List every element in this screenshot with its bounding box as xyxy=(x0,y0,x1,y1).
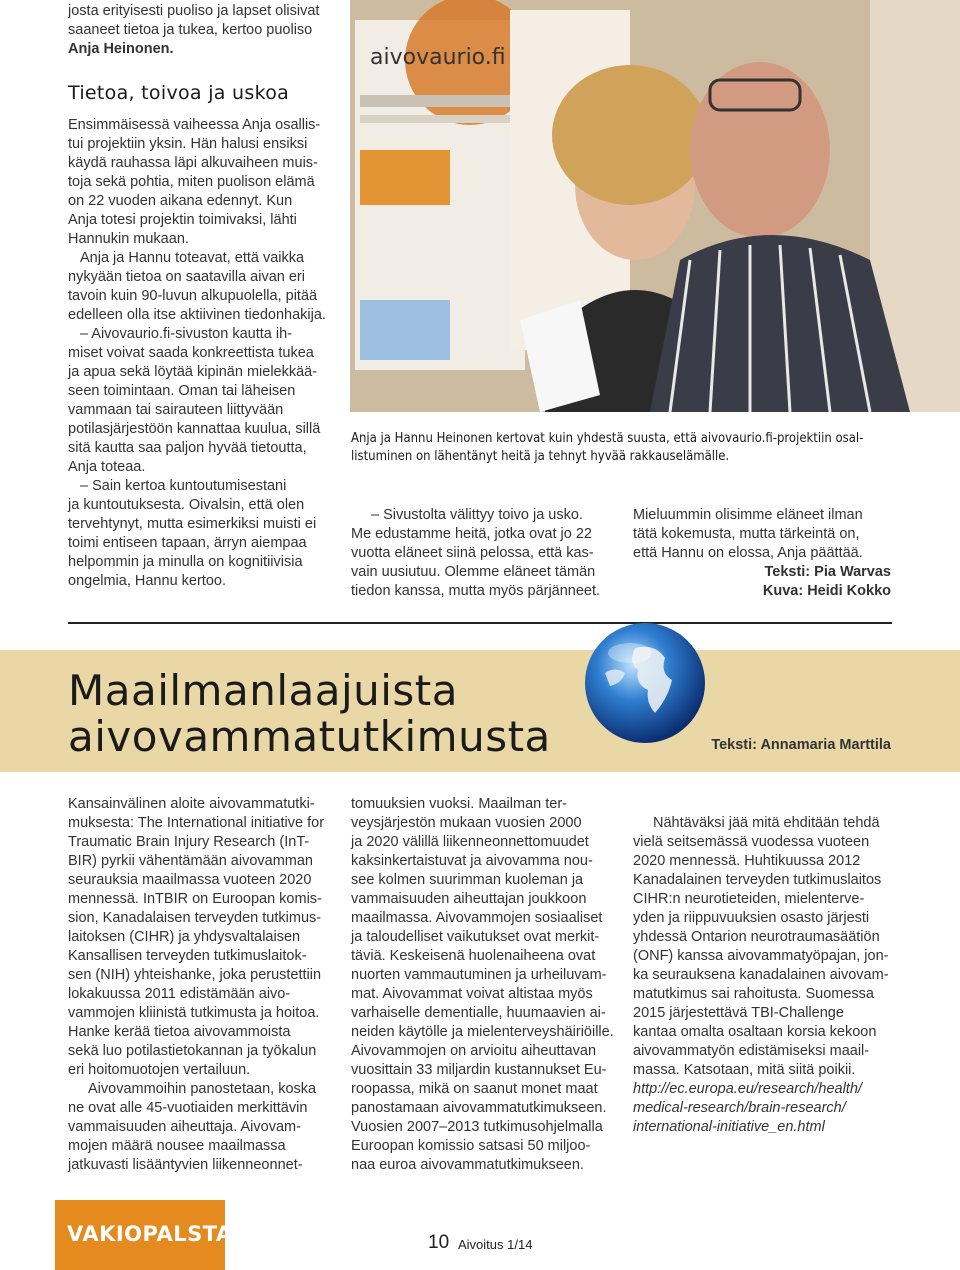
article-byline: Teksti: Annamaria Marttila xyxy=(711,737,891,753)
text-line: vammojen kliinistä tutkimusta ja hoitoa. xyxy=(68,1005,320,1021)
text-line: seurauksia maailmassa vuoteen 2020 xyxy=(68,872,312,888)
text-line: tätä kokemusta, mutta tärkeintä on, xyxy=(633,526,860,542)
text-line: mojen määrä nousee maailmassa xyxy=(68,1138,286,1154)
text-line: Me edustamme heitä, jotka ovat jo 22 xyxy=(351,526,592,542)
section-tag-label: VAKIOPALSTA xyxy=(67,1222,233,1246)
text-line: vuosittain 33 miljardin kustannukset Eu- xyxy=(351,1062,607,1078)
title-line: aivovammatutkimusta xyxy=(68,712,551,761)
section-tag xyxy=(55,1200,233,1270)
column-1-text xyxy=(68,116,343,591)
text-line: matutkimus sai rahoitusta. Suomessa xyxy=(633,986,874,1002)
text-line: edelleen olla itse aktiivinen tiedonhakija. xyxy=(68,307,326,323)
text-line: maailmassa. Aivovammojen sosiaaliset xyxy=(351,910,603,926)
intro-paragraph xyxy=(68,2,338,59)
issue-label: Aivoitus 1/14 xyxy=(458,1237,533,1252)
text-line: täviä. Keskeisenä huolenaiheena ovat xyxy=(351,948,596,964)
text-line: vielä seitsemässä vuodessa vuoteen xyxy=(633,834,870,850)
text-line: tervehtynyt, mutta esimerkiksi muisti ei xyxy=(68,516,317,532)
text-line: veysjärjestön mukaan vuosien 2000 xyxy=(351,815,582,831)
text-line: vammaisuuden aiheuttaja. Aivovam- xyxy=(68,1119,301,1135)
page-number: 10 xyxy=(428,1232,450,1253)
text-line: toimi entiseen tapaan, ärryn aiempaa xyxy=(68,535,307,551)
text-line: Anja ja Hannu toteavat, että vaikka xyxy=(80,250,305,266)
text-line: ja kuntoutuksesta. Oivalsin, että olen xyxy=(68,497,305,513)
text-line: miset voivat saada konkreettista tukea xyxy=(68,345,314,361)
column-3-text xyxy=(633,506,903,563)
text-line: ne ovat alle 45-vuotiaiden merkittävin xyxy=(68,1100,308,1116)
title-line: Maailmanlaajuista xyxy=(68,666,459,715)
text-line: että Hannu on elossa, Anja päättää. xyxy=(633,545,863,561)
article2-column-2 xyxy=(351,795,626,1175)
text-line: massa. Katsotaan, mitä siitä poikii. xyxy=(633,1062,856,1078)
section-heading: Tietoa, toivoa ja uskoa xyxy=(68,82,290,104)
text-line: vuotta eläneet siinä pelossa, että kas- xyxy=(351,545,594,561)
intro-line: Anja Heinonen. xyxy=(68,41,174,57)
text-line: Kansallisen terveyden tutkimuslaitok- xyxy=(68,948,307,964)
text-line: sitä kautta saa paljon hyvää tietoutta, xyxy=(68,440,307,456)
text-line: yhdessä Ontarion neurotraumasäätiön xyxy=(633,929,880,945)
caption-line: Anja ja Hannu Heinonen kertovat kuin yhdestä suusta, että aivovaurio.fi-projektiin osal- xyxy=(351,431,864,446)
credits xyxy=(633,563,891,601)
caption-line: listuminen on lähentänyt heitä ja tehnyt hyvää rakkauselämälle. xyxy=(351,449,730,464)
text-line: eri hoitomuotojen vertailuun. xyxy=(68,1062,251,1078)
text-line: Vuosien 2007–2013 tutkimusohjelmalla xyxy=(351,1119,603,1135)
text-line: kaksinkertaistuvat ja aivovamma nou- xyxy=(351,853,593,869)
text-line: neiden käytölle ja mielenterveyshäiriöille. xyxy=(351,1024,614,1040)
text-line: 2015 järjestettävä TBI-Challenge xyxy=(633,1005,844,1021)
text-line: Kanadalainen terveyden tutkimuslaitos xyxy=(633,872,882,888)
text-line: mat. Aivovammat voivat altistaa myös xyxy=(351,986,593,1002)
reference-link[interactable]: international-initiative_en.html xyxy=(633,1119,825,1135)
credit-photo: Kuva: Heidi Kokko xyxy=(762,583,891,599)
text-line: yden ja riippuvuuksien osasto järjesti xyxy=(633,910,870,926)
text-line: BIR) pyrkii vähentämään aivovamman xyxy=(68,853,313,869)
article2-column-1 xyxy=(68,795,343,1175)
text-line: vammaan tai sairauteen liittyvään xyxy=(68,402,284,418)
text-line: nuorten vammautuminen ja urheiluvam- xyxy=(351,967,607,983)
reference-link[interactable]: medical-research/brain-research/ xyxy=(633,1100,846,1116)
text-line: – Aivovaurio.fi-sivuston kautta ih- xyxy=(80,326,292,342)
text-line: sen (NIH) yhteishanke, joka perustettiin xyxy=(68,967,322,983)
column-2-text xyxy=(351,506,616,601)
text-line: (ONF) kanssa aivovammatyöpajan, jon- xyxy=(633,948,889,964)
credit-text: Teksti: Pia Warvas xyxy=(764,564,891,580)
text-line: – Sivustolta välittyy toivo ja usko. xyxy=(371,507,583,523)
text-line: helpommin ja minulla on kognitiivisia xyxy=(68,554,303,570)
poster-logo: aivovaurio.fi xyxy=(370,45,506,70)
text-line: Aivovammojen on arvioitu aiheuttavan xyxy=(351,1043,597,1059)
text-line: vain uusiutuu. Olemme eläneet tämän xyxy=(351,564,596,580)
text-line: käydä rauhassa läpi alkuvaiheen muis- xyxy=(68,155,318,171)
text-line: naa euroa aivovammatutkimukseen. xyxy=(351,1157,584,1173)
article2-column-3 xyxy=(633,814,908,1137)
text-line: muksesta: The International initiative for xyxy=(68,815,325,831)
text-line: ja taloudelliset vaikutukset ovat merkit- xyxy=(351,929,600,945)
text-line: Ensimmäisessä vaiheessa Anja osallis- xyxy=(68,117,321,133)
text-line: CIHR:n neurotieteiden, mielenterve- xyxy=(633,891,865,907)
intro-line: josta erityisesti puoliso ja lapset olisivat xyxy=(68,3,320,19)
text-line: lokakuussa 2011 edistämään aivo- xyxy=(68,986,291,1002)
globe-icon xyxy=(580,618,710,748)
text-line: tavoin kuin 90-luvun alkupuolella, pitää xyxy=(68,288,318,304)
text-line: see kolmen suurimman kuoleman ja xyxy=(351,872,584,888)
text-line: Traumatic Brain Injury Research (InT- xyxy=(68,834,310,850)
text-line: nykyään tietoa on saatavilla aivan eri xyxy=(68,269,305,285)
text-line: ja apua sekä löytää kipinän mielekkää- xyxy=(68,364,318,380)
article-title xyxy=(68,668,551,760)
text-line: – Sain kertoa kuntoutumisestani xyxy=(80,478,287,494)
text-line: Hannukin mukaan. xyxy=(68,231,189,247)
text-line: seen toimintaan. Oman tai läheisen xyxy=(68,383,296,399)
text-line: 2020 mennessä. Huhtikuussa 2012 xyxy=(633,853,861,869)
text-line: Anja toteaa. xyxy=(68,459,146,475)
text-line: ja 2020 välillä liikenneonnettomuudet xyxy=(351,834,589,850)
text-line: sekä luo potilastietokannan ja työkalun xyxy=(68,1043,317,1059)
text-line: sion, Kanadalaisen terveyden tutkimus- xyxy=(68,910,322,926)
text-line: ongelmia, Hannu kertoo. xyxy=(68,573,226,589)
text-line: Euroopan komissio satsasi 50 miljoo- xyxy=(351,1138,591,1154)
text-line: on 22 vuoden aikana edennyt. Kun xyxy=(68,193,293,209)
text-line: vammaisuuden aiheuttajan joukkoon xyxy=(351,891,587,907)
text-line: roopassa, mikä on saanut monet maat xyxy=(351,1081,598,1097)
text-line: varhaiselle dementialle, huumaavien ai- xyxy=(351,1005,606,1021)
text-line: tiedon kanssa, mutta myös pärjänneet. xyxy=(351,583,601,599)
photo-caption xyxy=(351,430,911,466)
text-line: Anja totesi projektin toimivaksi, lähti xyxy=(68,212,297,228)
article-photo xyxy=(350,0,960,412)
text-line: Mieluummin olisimme eläneet ilman xyxy=(633,507,863,523)
text-line: aivovammatyön edistämiseksi maail- xyxy=(633,1043,870,1059)
text-line: potilasjärjestöön kannattaa kuulua, sillä xyxy=(68,421,321,437)
text-line: toja sekä pohtia, miten puolison elämä xyxy=(68,174,315,190)
text-line: kantaa omalta osaltaan korsia kekoon xyxy=(633,1024,877,1040)
text-line: Aivovammoihin panostetaan, koska xyxy=(88,1081,317,1097)
text-line: laitoksen (CIHR) ja yhdysvaltalaisen xyxy=(68,929,301,945)
text-line: tomuuksien vuoksi. Maailman ter- xyxy=(351,796,567,812)
section-divider xyxy=(68,622,892,624)
text-line: Kansainvälinen aloite aivovammatutki- xyxy=(68,796,315,812)
reference-link[interactable]: http://ec.europa.eu/research/health/ xyxy=(633,1081,862,1097)
text-line: Nähtäväksi jää mitä ehditään tehdä xyxy=(653,815,880,831)
text-line: tui projektiin yksin. Hän halusi ensiksi xyxy=(68,136,308,152)
intro-line: saaneet tietoa ja tukea, kertoo puoliso xyxy=(68,22,313,38)
text-line: panostamaan aivovammatutkimukseen. xyxy=(351,1100,607,1116)
text-line: mennessä. InTBIR on Euroopan komis- xyxy=(68,891,322,907)
text-line: Hanke kerää tietoa aivovammoista xyxy=(68,1024,291,1040)
text-line: ka seurauksena kanadalainen aivovam- xyxy=(633,967,889,983)
text-line: jatkuvasti lisääntyvien liikenneonnet- xyxy=(68,1157,303,1173)
